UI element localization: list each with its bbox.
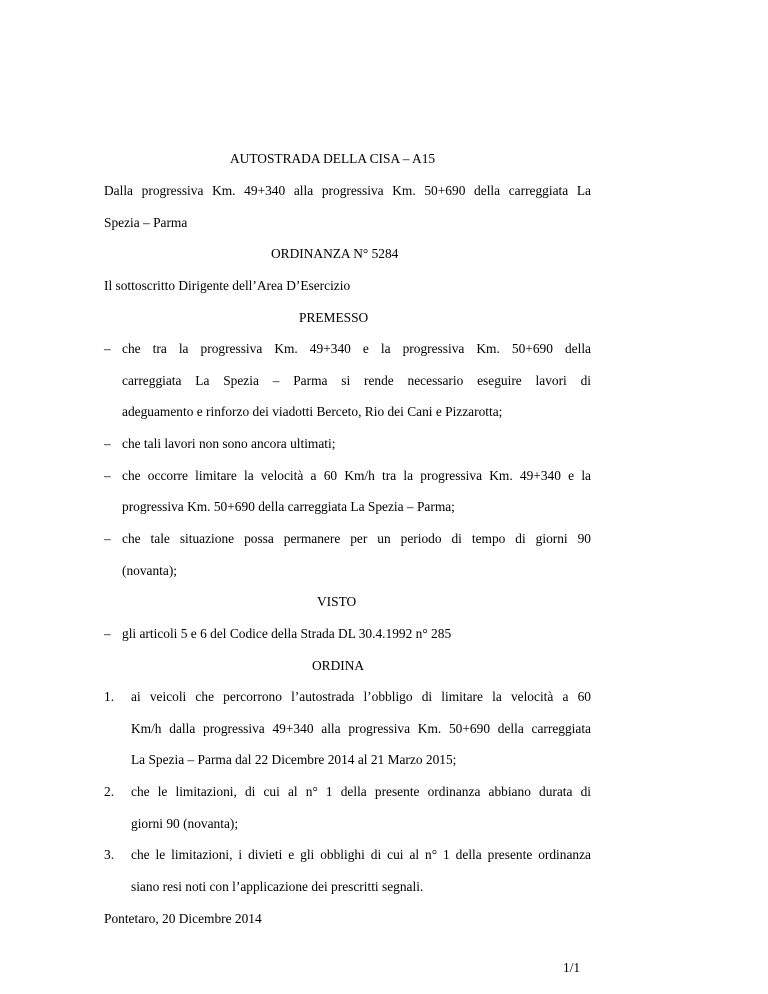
- ordina-item-line: La Spezia – Parma dal 22 Dicembre 2014 al 21 Marzo 2015;: [131, 752, 457, 767]
- premesso-item-line: adeguamento e rinforzo dei viadotti Berceto, Rio dei Cani e Pizzarotta;: [122, 404, 503, 419]
- visto-heading: VISTO: [317, 594, 357, 609]
- premesso-item-line: progressiva Km. 50+690 della carreggiata La Spezia – Parma;: [122, 499, 455, 514]
- ordina-item-line: giorni 90 (novanta);: [131, 816, 239, 831]
- ordina-item-line: ai veicoli che percorrono l’autostrada l’obbligo di limitare la velocità a 60: [131, 689, 591, 704]
- ordina-item-line: siano resi noti con l’applicazione dei prescritti segnali.: [131, 879, 424, 894]
- bullet-dash: –: [104, 341, 111, 356]
- ordina-item-line: che le limitazioni, di cui al n° 1 della presente ordinanza abbiano durata di: [131, 784, 591, 799]
- bullet-dash: –: [104, 468, 111, 483]
- premesso-item-line: carreggiata La Spezia – Parma si rende necessario eseguire lavori di: [122, 373, 591, 388]
- signatory-line: Il sottoscritto Dirigente dell’Area D’Esercizio: [104, 278, 351, 293]
- bullet-dash: –: [104, 436, 111, 451]
- intro-line-1: Dalla progressiva Km. 49+340 alla progressiva Km. 50+690 della carreggiata La: [104, 183, 591, 198]
- page-number: 1/1: [563, 960, 581, 975]
- premesso-item-line: (novanta);: [122, 563, 178, 578]
- bullet-dash: –: [104, 626, 111, 641]
- document-title: AUTOSTRADA DELLA CISA – A15: [230, 151, 436, 166]
- item-number: 2.: [104, 784, 115, 799]
- bullet-dash: –: [104, 531, 111, 546]
- ordina-item-line: che le limitazioni, i divieti e gli obblighi di cui al n° 1 della presente ordinanza: [131, 847, 591, 862]
- item-number: 3.: [104, 847, 115, 862]
- ordina-heading: ORDINA: [312, 658, 365, 673]
- premesso-item-line: che tra la progressiva Km. 49+340 e la progressiva Km. 50+690 della: [122, 341, 591, 356]
- intro-line-2: Spezia – Parma: [104, 215, 188, 230]
- ordina-item-line: Km/h dalla progressiva 49+340 alla progressiva Km. 50+690 della carreggiata: [131, 721, 591, 736]
- place-date: Pontetaro, 20 Dicembre 2014: [104, 911, 262, 926]
- premesso-heading: PREMESSO: [299, 310, 369, 325]
- premesso-item-line: che occorre limitare la velocità a 60 Km/h tra la progressiva Km. 49+340 e la: [122, 468, 591, 483]
- premesso-item-line: che tale situazione possa permanere per un periodo di tempo di giorni 90: [122, 531, 591, 546]
- item-number: 1.: [104, 689, 115, 704]
- premesso-item-line: che tali lavori non sono ancora ultimati;: [122, 436, 336, 451]
- visto-item-line: gli articoli 5 e 6 del Codice della Strada DL 30.4.1992 n° 285: [122, 626, 452, 641]
- ordinance-number: ORDINANZA N° 5284: [271, 246, 399, 261]
